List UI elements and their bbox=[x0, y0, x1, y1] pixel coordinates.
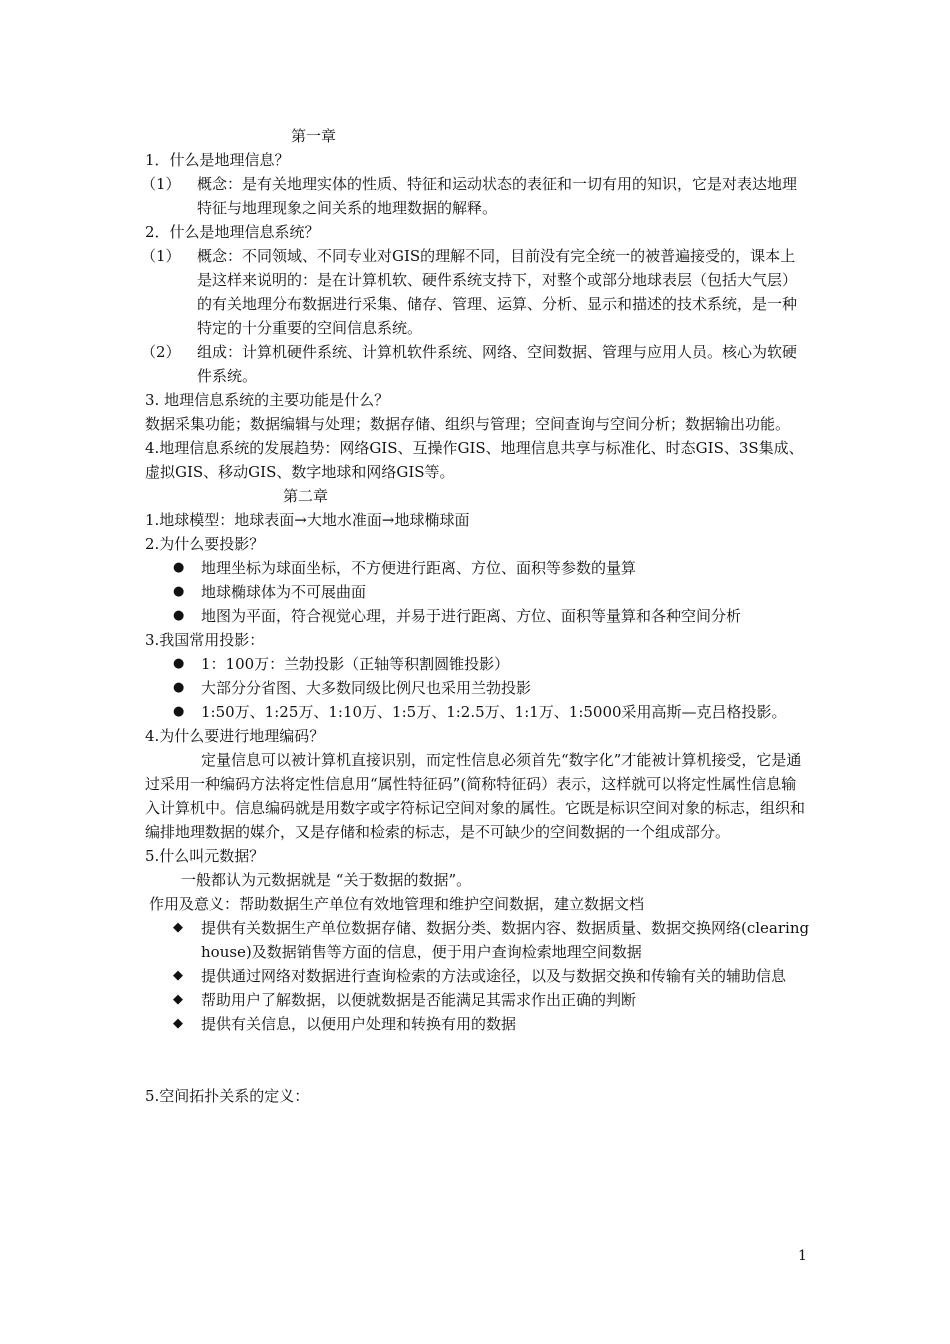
c2-q3-bullet-2 bbox=[145, 676, 810, 700]
item-text: 概念：是有关地理实体的性质、特征和运动状态的表征和一切有用的知识，它是对表达地理特征与地理现象之间关系的地理数据的解释。 bbox=[197, 175, 798, 217]
item-text: 组成：计算机硬件系统、计算机软件系统、网络、空间数据、管理与应用人员。核心为软硬件系统。 bbox=[197, 343, 798, 385]
c2-q1: 1.地球模型：地球表面→大地水准面→地球椭球面 bbox=[145, 511, 470, 529]
c2-q5-bullet-2 bbox=[145, 964, 810, 988]
c2-q3-title: 3.我国常用投影： bbox=[145, 631, 265, 649]
bullet-diamond-icon: ◆ bbox=[173, 920, 183, 935]
bullet-dot-icon: ● bbox=[173, 584, 185, 599]
c2-q3-bullet-3 bbox=[145, 700, 810, 724]
c2-q4-answer: 定量信息可以被计算机直接识别，而定性信息必须首先“数字化”才能被计算机接受，它是通过采用一种编码方法将定性信息用“属性特征码”(简称特征码）表示，这样就可以将定性属性信息输入计算机中。信息编码就是用数字或字符标记空间对象的属性。它既是标识空间对象的标志，组织和编排地理数据的媒介，又是存储和检索的标志，是不可缺少的空间数据的一个组成部分。 bbox=[145, 751, 806, 841]
c2-q5-bullet-3 bbox=[145, 988, 810, 1012]
c2-q5-title: 5.什么叫元数据？ bbox=[145, 847, 265, 865]
bullet-text: 1:50万、1:25万、1:10万、1:5万、1:2.5万、1:1万、1:5000采用高斯—克吕格投影。 bbox=[201, 703, 787, 721]
bullet-dot-icon: ● bbox=[173, 560, 185, 575]
c2-q5-role: 作用及意义：帮助数据生产单位有效地管理和维护空间数据，建立数据文档 bbox=[149, 895, 645, 913]
bullet-dot-icon: ● bbox=[173, 656, 185, 671]
bullet-text: 1：100万：兰勃投影（正轴等积割圆锥投影） bbox=[201, 655, 510, 673]
bullet-diamond-icon: ◆ bbox=[173, 992, 183, 1007]
bullet-text: 提供通过网络对数据进行查询检索的方法或途径，以及与数据交换和传输有关的辅助信息 bbox=[201, 967, 787, 985]
bullet-text: 地图为平面，符合视觉心理，并易于进行距离、方位、面积等量算和各种空间分析 bbox=[201, 607, 742, 625]
c2-q2-bullet-3 bbox=[145, 604, 810, 628]
q3-answer: 数据采集功能；数据编辑与处理；数据存储、组织与管理；空间查询与空间分析；数据输出功能。 bbox=[145, 415, 791, 433]
q2-item-2 bbox=[141, 340, 810, 388]
q3-title: 3. 地理信息系统的主要功能是什么？ bbox=[145, 391, 390, 409]
item-number: （1） bbox=[141, 175, 181, 193]
bullet-text: 地理坐标为球面坐标，不方便进行距离、方位、面积等参数的量算 bbox=[201, 559, 637, 577]
q2-item-1 bbox=[141, 244, 810, 340]
item-text: 概念：不同领域、不同专业对GIS的理解不同，目前没有完全统一的被普遍接受的，课本上是这样来说明的：是在计算机软、硬件系统支持下，对整个或部分地球表层（包括大气层）的有关地理分布数据进行采集、储存、管理、运算、分析、显示和描述的技术系统，是一种特定的十分重要的空间信息系统。 bbox=[197, 247, 798, 337]
chapter2-heading: 第二章 bbox=[283, 487, 329, 505]
c2-q5-bullet-4 bbox=[145, 1012, 810, 1036]
q1-title: 1．什么是地理信息？ bbox=[145, 151, 290, 169]
bullet-text: 提供有关数据生产单位数据存储、数据分类、数据内容、数据质量、数据交换网络(clearing house)及数据销售等方面的信息，便于用户查询检索地理空间数据 bbox=[201, 919, 810, 961]
bullet-text: 提供有关信息，以便用户处理和转换有用的数据 bbox=[201, 1015, 517, 1033]
c2-q2-title: 2.为什么要投影？ bbox=[145, 535, 265, 553]
spacer bbox=[145, 1036, 810, 1084]
c2-q5-bullet-1 bbox=[145, 916, 810, 964]
c2-q6-title: 5.空间拓扑关系的定义： bbox=[145, 1087, 310, 1105]
c2-q4-title: 4.为什么要进行地理编码？ bbox=[145, 727, 325, 745]
bullet-text: 地球椭球体为不可展曲面 bbox=[201, 583, 367, 601]
page-number: 1 bbox=[798, 1248, 807, 1264]
q1-item-1 bbox=[141, 172, 810, 220]
item-number: （1） bbox=[141, 247, 181, 265]
bullet-diamond-icon: ◆ bbox=[173, 1016, 183, 1031]
c2-q2-bullet-1 bbox=[145, 556, 810, 580]
bullet-dot-icon: ● bbox=[173, 680, 185, 695]
bullet-diamond-icon: ◆ bbox=[173, 968, 183, 983]
bullet-dot-icon: ● bbox=[173, 608, 185, 623]
bullet-dot-icon: ● bbox=[173, 704, 185, 719]
chapter1-heading: 第一章 bbox=[291, 127, 337, 145]
item-number: （2） bbox=[141, 343, 181, 361]
c2-q5-definition: 一般都认为元数据就是 “关于数据的数据”。 bbox=[181, 871, 472, 889]
c2-q3-bullet-1 bbox=[145, 652, 810, 676]
q4-trend: 4.地理信息系统的发展趋势：网络GIS、互操作GIS、地理信息共享与标准化、时态GIS、3S集成、虚拟GIS、移动GIS、数字地球和网络GIS等。 bbox=[145, 439, 804, 481]
q2-title: 2．什么是地理信息系统？ bbox=[145, 223, 320, 241]
document-body bbox=[141, 124, 810, 1108]
bullet-text: 帮助用户了解数据，以便就数据是否能满足其需求作出正确的判断 bbox=[201, 991, 637, 1009]
c2-q2-bullet-2 bbox=[145, 580, 810, 604]
bullet-text: 大部分分省图、大多数同级比例尺也采用兰勃投影 bbox=[201, 679, 532, 697]
